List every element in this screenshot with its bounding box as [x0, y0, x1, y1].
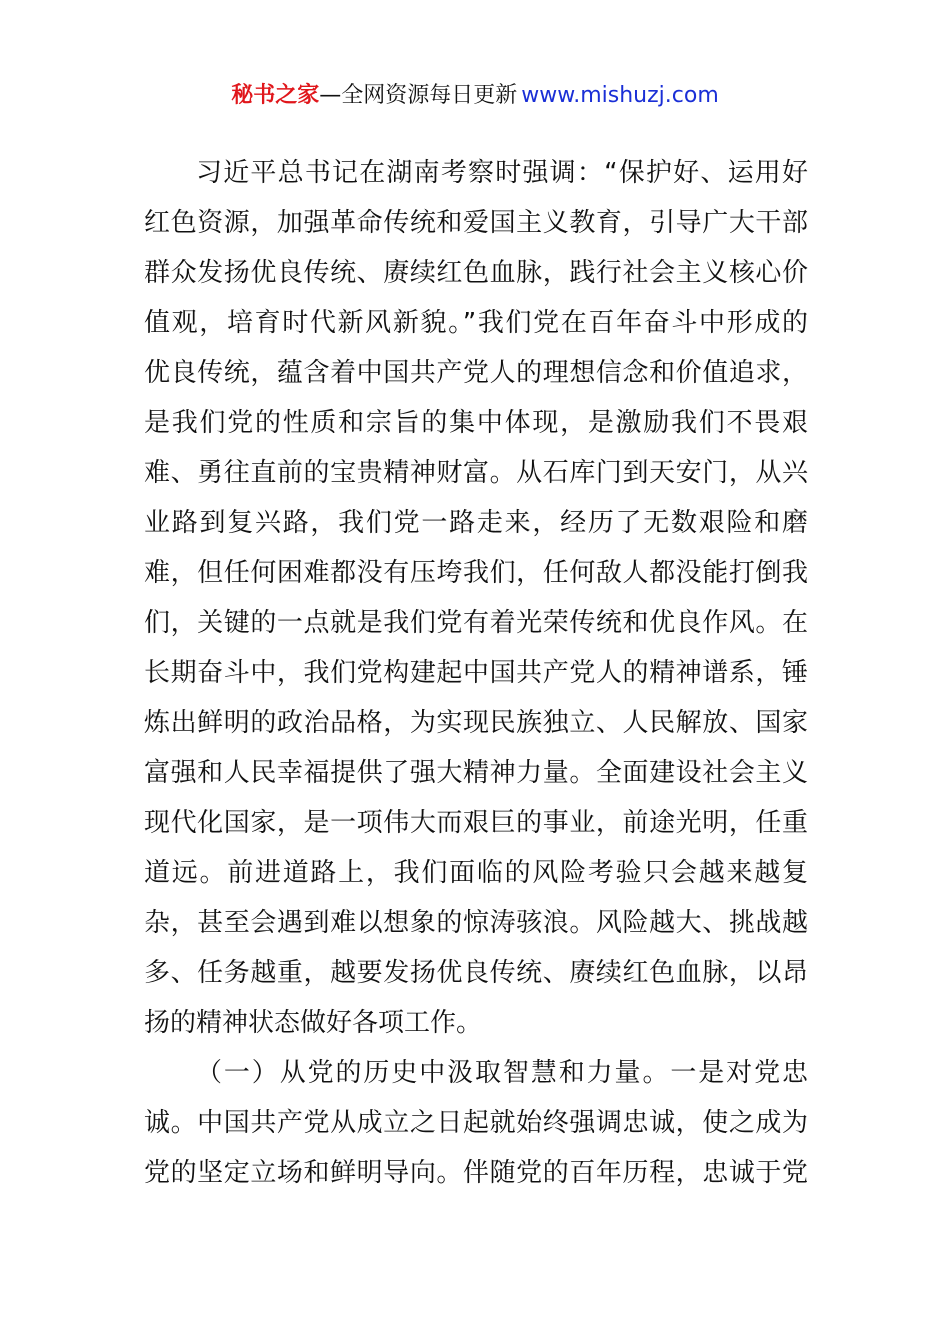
text-line: 杂，甚至会遇到难以想象的惊涛骇浪。风险越大、挑战越 [144, 908, 808, 938]
text-line: 富强和人民幸福提供了强大精神力量。全面建设社会主义 [144, 758, 808, 788]
text-line: 值观，培育时代新风新貌。”我们党在百年奋斗中形成的 [144, 308, 808, 338]
text-line: 难、勇往直前的宝贵精神财富。从石库门到天安门，从兴 [144, 458, 808, 488]
text-line: 们，关键的一点就是我们党有着光荣传统和优良作风。在 [144, 608, 808, 638]
site-brand: 秘书之家 [231, 83, 320, 108]
text-line: 长期奋斗中，我们党构建起中国共产党人的精神谱系，锤 [144, 658, 808, 688]
text-line: 诚。中国共产党从成立之日起就始终强调忠诚，使之成为 [144, 1108, 808, 1138]
text-line: 红色资源，加强革命传统和爱国主义教育，引导广大干部 [144, 208, 808, 238]
text-line: 多、任务越重，越要发扬优良传统、赓续红色血脉，以昂 [144, 958, 808, 988]
text-line: 群众发扬优良传统、赓续红色血脉，践行社会主义核心价 [144, 258, 808, 288]
text-line: 习近平总书记在湖南考察时强调：“保护好、运用好 [196, 158, 808, 188]
text-line: 优良传统，蕴含着中国共产党人的理想信念和价值追求， [144, 358, 808, 388]
text-line: 道远。前进道路上，我们面临的风险考验只会越来越复 [144, 858, 808, 888]
site-url-link[interactable]: www.mishuzj.com [521, 83, 719, 108]
text-line: 扬的精神状态做好各项工作。 [144, 1008, 483, 1038]
text-line: 业路到复兴路，我们党一路走来，经历了无数艰险和磨 [144, 508, 808, 538]
page-header [0, 80, 950, 112]
text-line: 炼出鲜明的政治品格，为实现民族独立、人民解放、国家 [144, 708, 808, 738]
document-body [144, 148, 808, 1198]
site-tagline: —全网资源每日更新 [319, 83, 518, 108]
text-line: 是我们党的性质和宗旨的集中体现，是激励我们不畏艰 [144, 408, 808, 438]
text-line: 难，但任何困难都没有压垮我们，任何敌人都没能打倒我 [144, 558, 808, 588]
text-line: （一）从党的历史中汲取智慧和力量。一是对党忠 [196, 1058, 808, 1088]
text-line: 现代化国家，是一项伟大而艰巨的事业，前途光明，任重 [144, 808, 808, 838]
text-line: 党的坚定立场和鲜明导向。伴随党的百年历程，忠诚于党 [144, 1158, 808, 1188]
